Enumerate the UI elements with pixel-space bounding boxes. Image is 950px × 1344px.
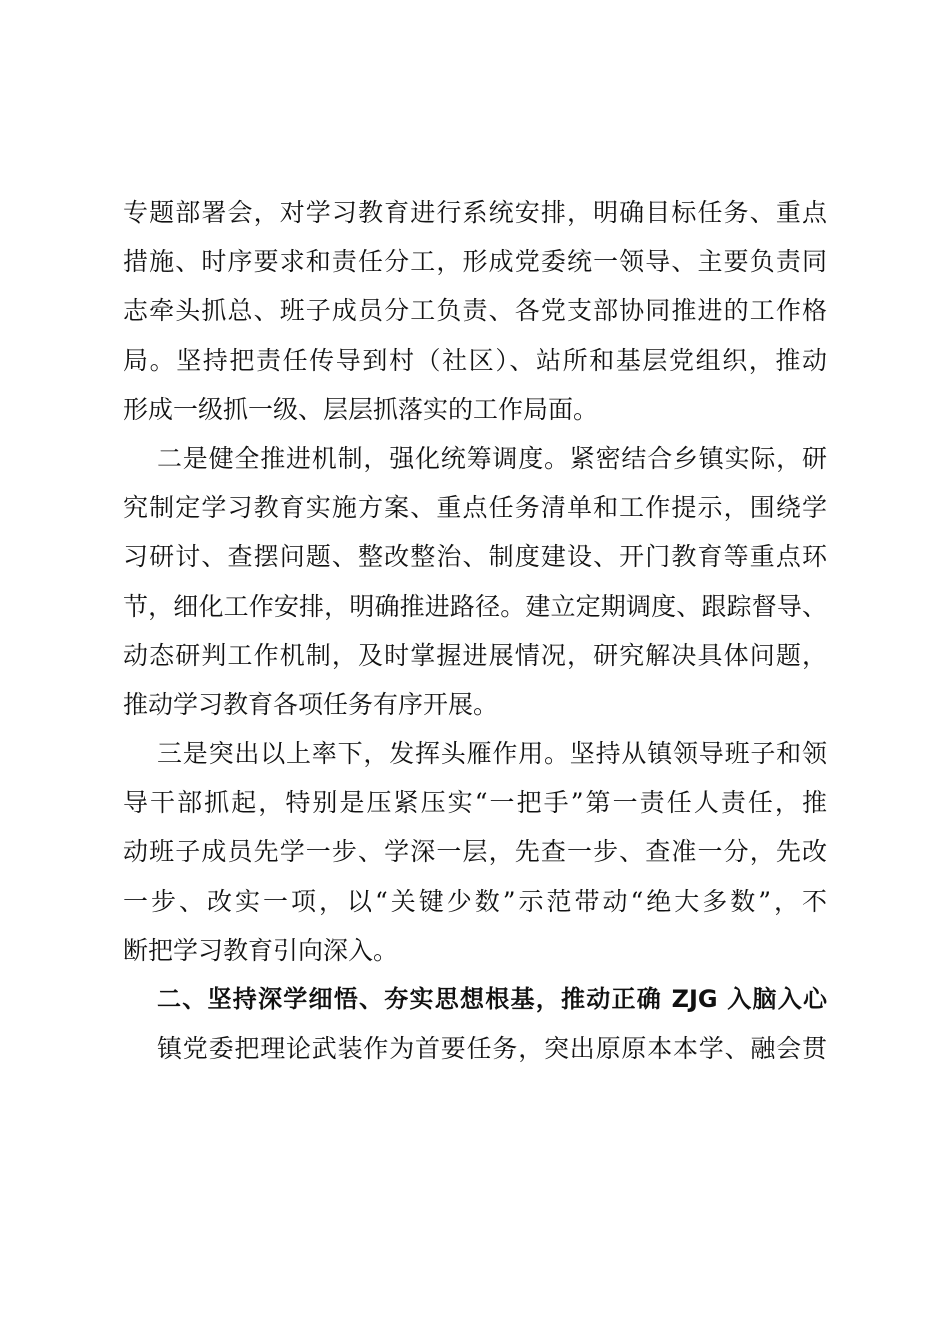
text-line: 究制定学习教育实施方案、重点任务清单和工作提示，围绕学	[123, 493, 827, 523]
text-line: 专题部署会，对学习教育进行系统安排，明确目标任务、重点	[123, 198, 827, 227]
text-line: 二是健全推进机制，强化统筹调度。紧密结合乡镇实际，研	[157, 443, 827, 473]
text-line: 镇党委把理论武装作为首要任务，突出原原本本学、融会贯	[157, 1034, 827, 1064]
document-body	[123, 188, 827, 1073]
text-line: 形成一级抓一级、层层抓落实的工作局面。	[123, 394, 599, 424]
text-line: 导干部抓起，特别是压紧压实“一把手”第一责任人责任，推	[123, 788, 827, 818]
text-line: 动态研判工作机制，及时掌握进展情况，研究解决具体问题，	[123, 640, 827, 670]
text-line: 一步、改实一项，以“关键少数”示范带动“绝大多数”，不	[123, 886, 827, 916]
text-line: 断把学习教育引向深入。	[123, 935, 399, 965]
text-line: 志牵头抓总、班子成员分工负责、各党支部协同推进的工作格	[123, 296, 827, 326]
text-line: 局。坚持把责任传导到村（社区）、站所和基层党组织，推动	[123, 345, 827, 375]
section-heading: 二、坚持深学细悟、夯实思想根基，推动正确 ZJG 入脑入心	[157, 985, 827, 1013]
text-line: 措施、时序要求和责任分工，形成党委统一领导、主要负责同	[123, 247, 827, 277]
text-line: 节，细化工作安排，明确推进路径。建立定期调度、跟踪督导、	[123, 591, 827, 621]
text-line: 动班子成员先学一步、学深一层，先查一步、查准一分，先改	[123, 837, 827, 867]
text-line: 习研讨、查摆问题、整改整治、制度建设、开门教育等重点环	[123, 542, 827, 572]
text-line: 三是突出以上率下，发挥头雁作用。坚持从镇领导班子和领	[157, 739, 827, 769]
text-line: 推动学习教育各项任务有序开展。	[123, 689, 499, 719]
